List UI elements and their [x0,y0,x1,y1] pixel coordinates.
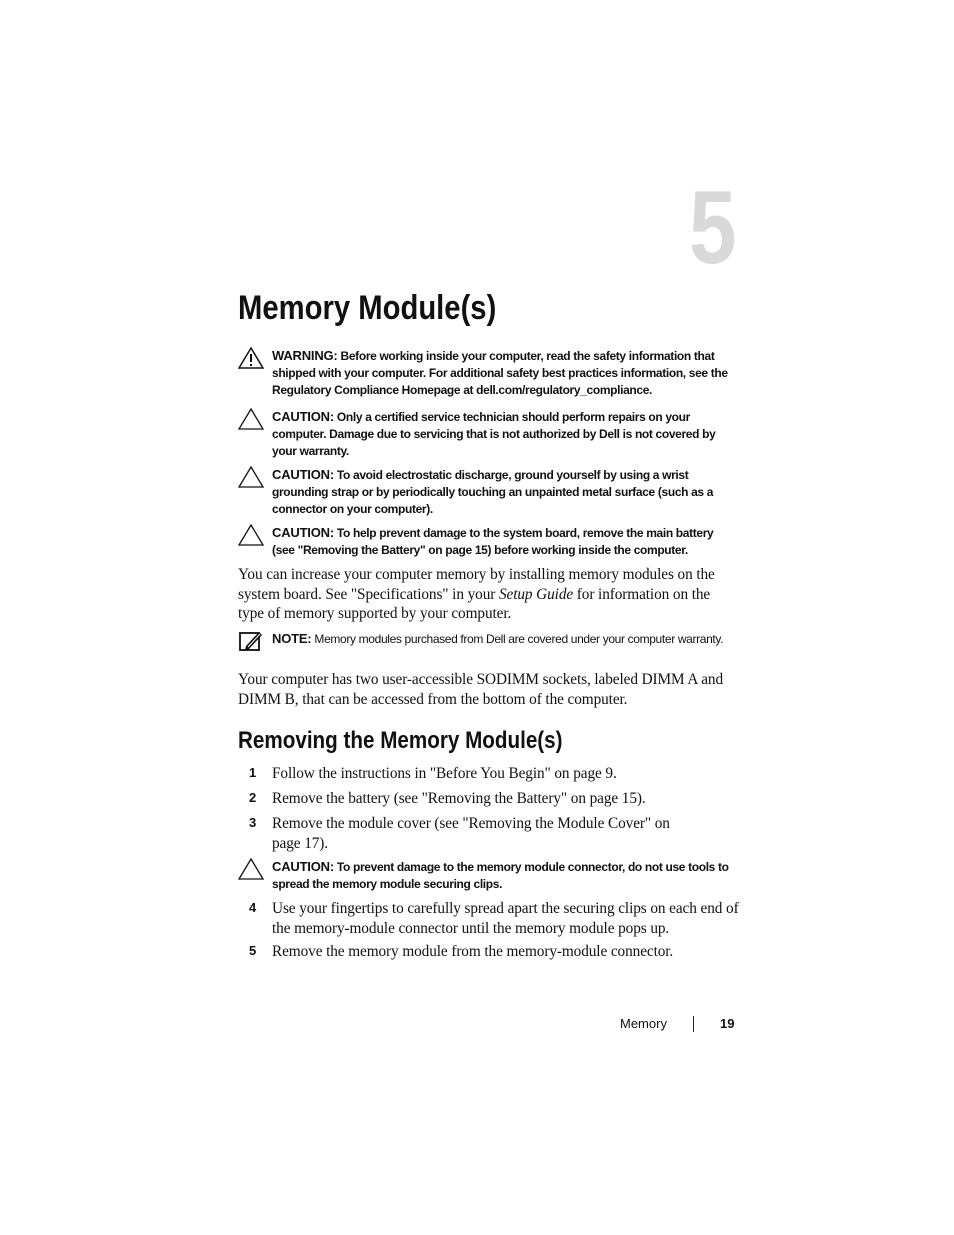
caution-notice [238,524,736,559]
page-number: 19 [720,1016,735,1031]
intro-text-italic: Setup Guide [498,585,574,603]
caution-notice [238,408,736,460]
caution-label: CAUTION: [272,859,334,874]
caution-text: To avoid electrostatic discharge, ground yourself by using a wrist grounding strap or by periodically touching an unpainted metal surface (such as a connector on your computer). [272,468,714,516]
note-pencil-icon [238,630,264,652]
step-number: 2 [249,790,257,805]
warning-text: Before working inside your computer, read the safety information that shipped with your computer. For additional safety best practices information, see the Regulatory Compliance Homepage at dell.com/regulatory_compliance. [272,349,728,397]
step-text: Remove the module cover (see "Removing the Module Cover" on page 17). [272,815,670,852]
step-text: Follow the instructions in "Before You Begin" on page 9. [272,765,617,782]
caution-icon [238,408,264,430]
caution-notice [238,466,736,518]
list-item [249,899,739,938]
caution-label: CAUTION: [272,467,334,482]
warning-icon [238,347,264,369]
caution-icon [238,466,264,488]
note-text: Memory modules purchased from Dell are covered under your computer warranty. [311,632,724,646]
step-number: 1 [249,765,257,780]
intro-text-before: You can increase your computer memory by installing memory modules on the system board. See "Specifications" in your [238,566,715,603]
caution-icon [238,524,264,546]
footer-section-label: Memory [620,1016,667,1031]
intro-text-after: for information on the type of memory supported by your computer. [238,585,711,622]
note-notice [238,630,736,648]
list-item [249,764,739,784]
step-number: 3 [249,815,257,830]
step-text: Remove the memory module from the memory-module connector. [272,943,674,960]
sockets-paragraph: Your computer has two user-accessible SODIMM sockets, labeled DIMM A and DIMM B, that can be accessed from the bottom of the computer. [238,671,724,708]
caution-label: CAUTION: [272,409,334,424]
section-title: Removing the Memory Module(s) [238,727,563,754]
caution-text: To help prevent damage to the system board, remove the main battery (see "Removing the Battery" on page 15) before working inside the computer. [272,526,714,557]
caution-text: To prevent damage to the memory module connector, do not use tools to spread the memory module securing clips. [272,860,729,891]
list-item [249,814,689,853]
step-text: Remove the battery (see "Removing the Battery" on page 15). [272,790,646,807]
step-number: 5 [249,943,257,958]
caution-icon [238,858,264,880]
list-item [249,942,739,962]
list-item [249,789,739,809]
caution-label: CAUTION: [272,525,334,540]
step-number: 4 [249,900,257,915]
step-text: Use your fingertips to carefully spread apart the securing clips on each end of the memory-module connector until the memory module pops up. [272,900,739,937]
intro-paragraph [238,565,738,624]
caution-text: Only a certified service technician should perform repairs on your computer. Damage due to servicing that is not authorized by Dell is not covered by your warranty. [272,410,716,458]
warning-label: WARNING: [272,348,338,363]
note-label: NOTE: [272,631,312,646]
page-title: Memory Module(s) [238,289,497,327]
chapter-number: 5 [689,170,735,286]
warning-notice [238,347,736,399]
caution-notice [238,858,736,893]
footer-divider [693,1016,694,1032]
